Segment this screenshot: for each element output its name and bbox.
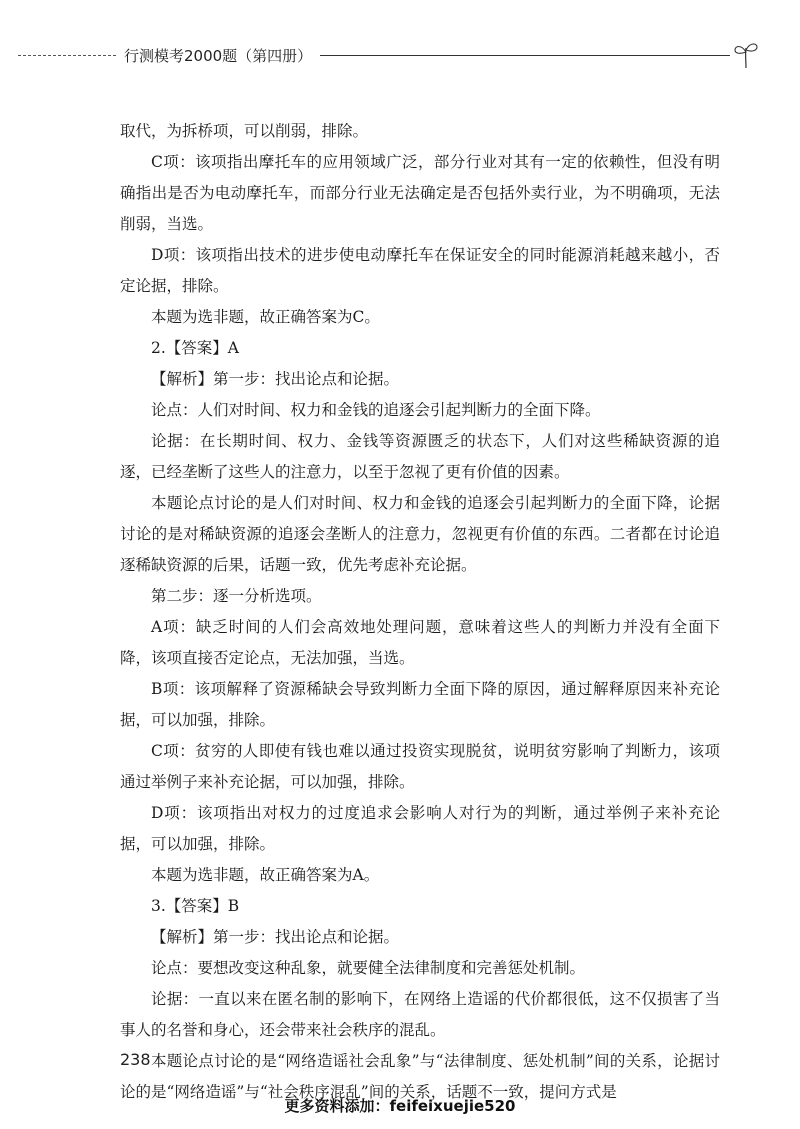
paragraph: 本题为选非题，故正确答案为C。 — [151, 308, 380, 326]
paragraph: 第二步：逐一分析选项。 — [151, 587, 322, 605]
paragraph: 本题为选非题，故正确答案为A。 — [151, 866, 380, 884]
paragraph: 【解析】第一步：找出论点和论据。 — [151, 928, 400, 946]
paragraph: 论点：人们对时间、权力和金钱的追逐会引起判断力的全面下降。 — [151, 401, 601, 419]
page-number: 238 — [120, 1050, 151, 1069]
paragraph: 本题论点讨论的是“网络造谣社会乱象”与“法律制度、惩处机制”间的关系，论据讨论的是“网络造谣”与“社会秩序混乱”间的关系，话题不一致，提问方式是 — [120, 1052, 720, 1101]
header-rule-left — [18, 55, 116, 56]
page-body — [120, 116, 720, 1108]
paragraph: 【解析】第一步：找出论点和论据。 — [151, 370, 400, 388]
answer-heading: 3.【答案】B — [151, 897, 240, 915]
running-header — [18, 40, 760, 70]
answer-heading: 2.【答案】A — [151, 339, 239, 357]
paragraph: 本题论点讨论的是人们对时间、权力和金钱的追逐会引起判断力的全面下降，论据讨论的是对稀缺资源的追逐会垄断人的注意力，忽视更有价值的东西。二者都在讨论追逐稀缺资源的后果，话题一致，优先考虑补充论据。 — [120, 494, 720, 574]
header-title: 行测模考2000题（第四册） — [124, 46, 313, 65]
paragraph: C项：该项指出摩托车的应用领域广泛，部分行业对其有一定的依赖性，但没有明确指出是否为电动摩托车，而部分行业无法确定是否包括外卖行业，为不明确项，无法削弱，当选。 — [120, 153, 720, 233]
footer-note: 更多资料添加：feifeixuejie520 — [284, 1097, 516, 1115]
paragraph: 论据：一直以来在匿名制的影响下，在网络上造谣的代价都很低，这不仅损害了当事人的名誉和身心，还会带来社会秩序的混乱。 — [120, 990, 720, 1039]
paragraph: B项：该项解释了资源稀缺会导致判断力全面下降的原因，通过解释原因来补充论据，可以加强，排除。 — [120, 680, 720, 729]
paragraph: D项：该项指出技术的进步使电动摩托车在保证安全的同时能源消耗越来越小，否定论据，排除。 — [120, 246, 720, 295]
header-rule-right — [320, 55, 730, 56]
paragraph: A项：缺乏时间的人们会高效地处理问题，意味着这些人的判断力并没有全面下降，该项直接否定论点，无法加强，当选。 — [120, 618, 720, 667]
sprout-icon — [732, 40, 760, 70]
paragraph: 论点：要想改变这种乱象，就要健全法律制度和完善惩处机制。 — [151, 959, 586, 977]
paragraph: C项：贫穷的人即使有钱也难以通过投资实现脱贫，说明贫穷影响了判断力，该项通过举例子来补充论据，可以加强，排除。 — [120, 742, 720, 791]
paragraph: D项：该项指出对权力的过度追求会影响人对行为的判断，通过举例子来补充论据，可以加强，排除。 — [120, 804, 720, 853]
paragraph: 取代，为拆桥项，可以削弱，排除。 — [120, 122, 369, 140]
paragraph: 论据：在长期时间、权力、金钱等资源匮乏的状态下，人们对这些稀缺资源的追逐，已经垄断了这些人的注意力，以至于忽视了更有价值的因素。 — [120, 432, 720, 481]
